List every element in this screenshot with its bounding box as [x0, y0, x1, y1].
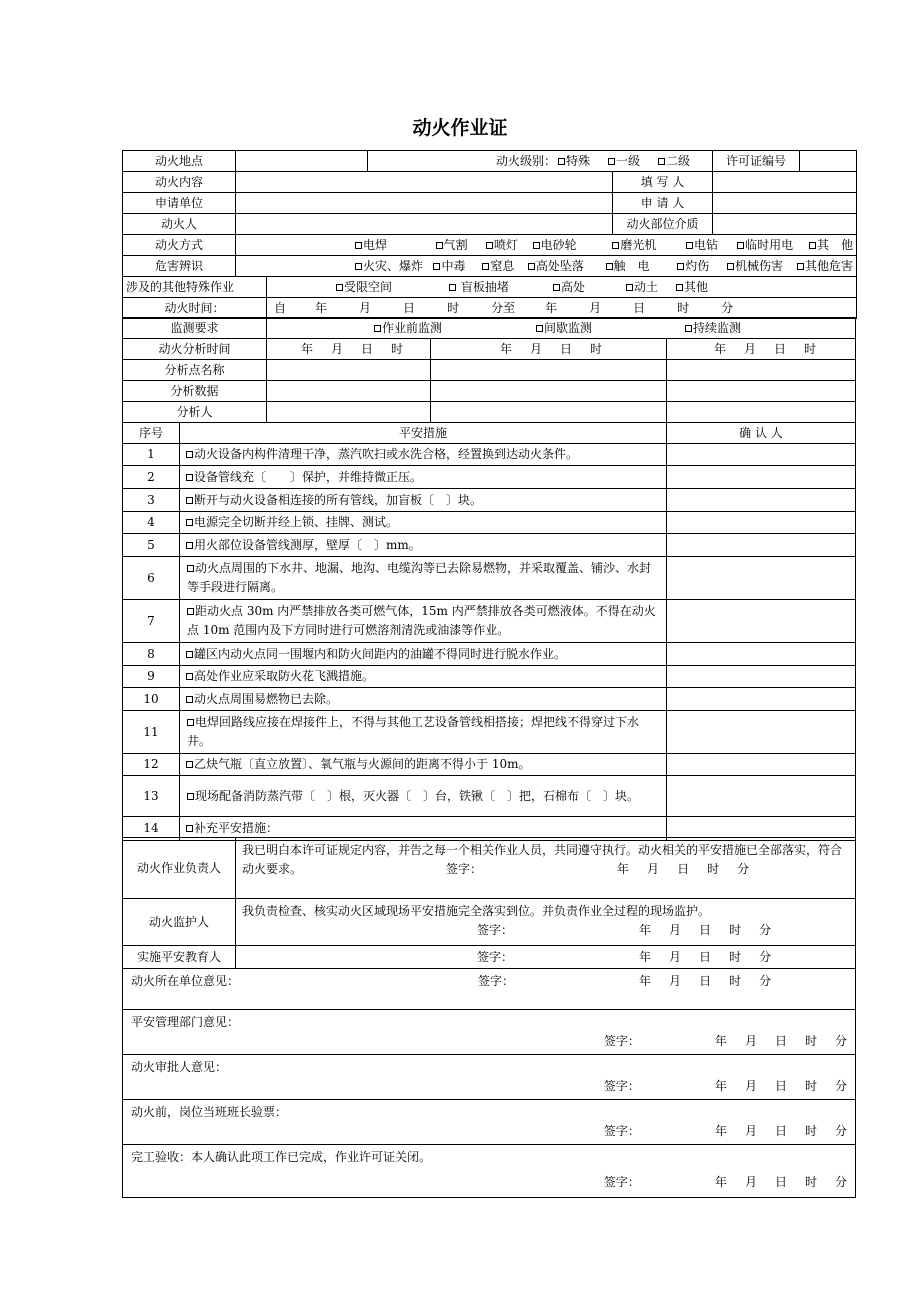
permit-no-label: 许可证编号 — [713, 151, 800, 171]
checkbox-icon — [186, 825, 193, 832]
checkbox-icon — [797, 263, 804, 270]
analyst-field[interactable] — [431, 402, 667, 423]
checkbox-icon — [355, 242, 362, 249]
confirm-field[interactable] — [667, 643, 856, 666]
table-row — [123, 557, 856, 600]
special-label: 涉及的其他特殊作业 — [123, 277, 267, 298]
table-row — [123, 643, 856, 666]
analyst-field[interactable] — [267, 402, 431, 423]
level-option[interactable]: 一级 — [608, 154, 658, 169]
filler-label: 填 写 人 — [613, 172, 713, 193]
educator-cell[interactable]: 签字： 年 月 日 时 分 — [236, 946, 856, 969]
permit-no-cell[interactable] — [713, 151, 857, 172]
checkbox-icon — [612, 242, 619, 249]
medium-field[interactable] — [713, 214, 857, 235]
method-option[interactable]: 临时用电 — [737, 238, 809, 253]
checkbox-icon — [686, 242, 693, 249]
measure-cell[interactable]: 动火点周围的下水井、地漏、地沟、电缆沟等已去除易燃物，并采取覆盖、铺沙、水封等手段进行隔离。 — [180, 557, 667, 600]
data-field[interactable] — [267, 381, 431, 402]
hazard-option[interactable]: 中毒 — [433, 259, 482, 274]
data-field[interactable] — [431, 381, 667, 402]
point-field[interactable] — [267, 360, 431, 381]
completion-label: 完工验收：本人确认此项工作已完成，作业许可证关闭。 — [131, 1150, 432, 1164]
operator-label: 动火人 — [123, 214, 236, 235]
table-row — [123, 666, 856, 688]
checkbox-icon — [606, 263, 613, 270]
checkbox-icon — [374, 325, 381, 332]
sign-label: 签字： — [446, 862, 483, 876]
confirm-field[interactable] — [667, 489, 856, 512]
sign-label: 签字： — [603, 1175, 640, 1189]
method-option[interactable]: 电钻 — [686, 238, 737, 253]
analysis-section — [122, 317, 855, 423]
measure-no: 5 — [123, 534, 180, 557]
col-confirm-header: 确 认 人 — [667, 423, 856, 444]
sign-label: 签字： — [478, 974, 515, 988]
time-label: 动火时间： — [123, 298, 267, 319]
applicant-unit-label: 申请单位 — [123, 193, 236, 214]
monitor-option[interactable]: 作业前监测 — [374, 321, 536, 336]
level-label: 动火级别： — [496, 153, 557, 168]
measure-cell[interactable]: 用火部位设备管线测厚，壁厚〔 〕mm。 — [180, 534, 667, 557]
method-options — [236, 235, 857, 256]
monitor-option[interactable]: 间歇监测 — [536, 321, 685, 336]
table-row — [123, 711, 856, 754]
method-option[interactable]: 电砂轮 — [533, 238, 613, 253]
shift-check-label: 动火前，岗位当班班长验票： — [131, 1105, 288, 1119]
checkbox-icon — [186, 673, 193, 680]
confirm-field[interactable] — [667, 600, 856, 643]
checkbox-icon — [528, 263, 535, 270]
measure-no: 2 — [123, 466, 180, 489]
analysis-time-3[interactable]: 年 月 日 时 — [667, 339, 856, 360]
operator-field[interactable] — [236, 214, 613, 235]
measure-cell[interactable]: 高处作业应采取防火花飞溅措施。 — [180, 666, 667, 688]
hazard-option[interactable]: 触 电 — [606, 259, 678, 274]
sign-label: 签字： — [603, 1034, 640, 1048]
checkbox-icon — [433, 263, 440, 270]
col-measure-header: 平安措施 — [180, 423, 667, 444]
method-option[interactable]: 气割 — [436, 238, 486, 253]
checkbox-icon — [187, 719, 194, 726]
measure-no: 7 — [123, 600, 180, 643]
hazard-label: 危害辨识 — [123, 256, 236, 277]
table-row — [123, 489, 856, 512]
confirm-field[interactable] — [667, 754, 856, 776]
hazard-option[interactable]: 高处坠落 — [528, 259, 606, 274]
confirm-field[interactable] — [667, 512, 856, 534]
checkbox-icon — [486, 242, 493, 249]
checkbox-icon — [685, 325, 692, 332]
measure-cell[interactable]: 乙炔气瓶〔直立放置〕、氧气瓶与火源间的距离不得小于 10m。 — [180, 754, 667, 776]
measure-no: 8 — [123, 643, 180, 666]
checkbox-icon — [187, 565, 194, 572]
permit-no-field[interactable] — [800, 151, 856, 171]
approver-opinion-label: 动火审批人意见： — [131, 1060, 228, 1074]
leader-label: 动火作业负责人 — [123, 838, 236, 899]
method-option[interactable]: 喷灯 — [486, 238, 533, 253]
measure-cell[interactable]: 现场配备消防蒸汽带〔 〕根，灭火器〔 〕台，铁锹〔 〕把，石棉布〔 〕块。 — [180, 776, 667, 817]
checkbox-icon — [536, 325, 543, 332]
guardian-label: 动火监护人 — [123, 899, 236, 946]
analyst-field[interactable] — [667, 402, 856, 423]
hazard-option[interactable]: 其他危害 — [797, 259, 853, 274]
medium-label: 动火部位介质 — [613, 214, 713, 235]
guardian-cell[interactable]: 我负责检查、核实动火区域现场平安措施完全落实到位。并负责作业全过程的现场监护。 签字： 年 月 日 时 分 — [236, 899, 856, 946]
measure-cell[interactable]: 电焊回路线应接在焊接件上，不得与其他工艺设备管线相搭接；焊把线不得穿过下水井。 — [180, 711, 667, 754]
location-field[interactable] — [236, 151, 368, 172]
checkbox-icon — [186, 761, 193, 768]
checkbox-icon — [658, 158, 665, 165]
unit-opinion-label: 动火所在单位意见： — [131, 974, 240, 988]
signoff-section — [122, 837, 855, 1198]
confirm-field[interactable] — [667, 666, 856, 688]
checkbox-icon — [186, 696, 193, 703]
method-option[interactable]: 其 他 — [809, 238, 853, 253]
point-label: 分析点名称 — [123, 360, 267, 381]
confirm-field[interactable] — [667, 776, 856, 817]
measure-cell[interactable]: 动火设备内构件清理干净，蒸汽吹扫或水洗合格，经置换到达动火条件。 — [180, 444, 667, 466]
analyst-label: 分析人 — [123, 402, 267, 423]
leader-statement: 我已明白本许可证规定内容，并告之每一个相关作业人员，共同遵守执行。动火相关的平安措施已全部落实，符合动火要求。 — [242, 843, 843, 876]
special-option[interactable]: 动土 — [626, 280, 676, 295]
checkbox-icon — [449, 284, 456, 291]
measure-no: 4 — [123, 512, 180, 534]
measure-cell[interactable]: 补充平安措施： — [180, 817, 667, 841]
permit-header-table — [122, 150, 857, 319]
special-options — [267, 277, 857, 298]
table-row — [123, 688, 856, 711]
analysis-table — [122, 317, 856, 423]
measure-cell[interactable]: 断开与动火设备相连接的所有管线，加盲板〔 〕块。 — [180, 489, 667, 512]
checkbox-icon — [186, 497, 193, 504]
table-row — [123, 776, 856, 817]
col-no-header: 序号 — [123, 423, 180, 444]
sign-label: 签字： — [603, 1124, 640, 1138]
checkbox-icon — [336, 284, 343, 291]
measure-cell[interactable]: 设备管线充〔 〕保护，并维持微正压。 — [180, 466, 667, 489]
form-title: 动火作业证 — [412, 117, 508, 139]
checkbox-icon — [553, 284, 560, 291]
table-row — [123, 754, 856, 776]
special-option[interactable]: 其他 — [676, 280, 708, 295]
measure-cell[interactable]: 动火点周围易燃物已去除。 — [180, 688, 667, 711]
analysis-time-label: 动火分析时间 — [123, 339, 267, 360]
checkbox-icon — [809, 242, 816, 249]
checkbox-icon — [482, 263, 489, 270]
confirm-field[interactable] — [667, 711, 856, 754]
measures-table — [122, 422, 856, 841]
checkbox-icon — [737, 242, 744, 249]
measure-cell[interactable]: 距动火点 30m 内严禁排放各类可燃气体，15m 内严禁排放各类可燃液体。不得在动火点 10m 范围内及下方同时进行可燃溶剂清洗或油漆等作业。 — [180, 600, 667, 643]
monitor-option[interactable]: 持续监测 — [685, 321, 741, 336]
signoff-table — [122, 837, 856, 1198]
confirm-field[interactable] — [667, 557, 856, 600]
approver-opinion-cell[interactable]: 动火审批人意见： 签字： 年 月 日 时 分 — [123, 1055, 856, 1100]
method-option[interactable]: 电焊 — [355, 238, 436, 253]
guardian-statement: 我负责检查、核实动火区域现场平安措施完全落实到位。并负责作业全过程的现场监护。 — [242, 904, 711, 918]
checkbox-icon — [727, 263, 734, 270]
checkbox-icon — [186, 542, 193, 549]
content-label: 动火内容 — [123, 172, 236, 193]
time-field[interactable]: 自 年 月 日 时 分至 年 月 日 时 分 — [267, 298, 857, 319]
level-option[interactable]: 特殊 — [558, 154, 608, 169]
table-row — [123, 466, 856, 489]
hazard-option[interactable]: 灼伤 — [677, 259, 727, 274]
table-row — [123, 534, 856, 557]
analysis-time-2[interactable]: 年 月 日 时 — [431, 339, 667, 360]
checkbox-icon — [187, 793, 194, 800]
special-option[interactable]: 盲板抽堵 — [449, 280, 553, 295]
checkbox-icon — [186, 474, 193, 481]
content-field[interactable] — [236, 172, 613, 193]
location-label: 动火地点 — [123, 151, 236, 172]
checkbox-icon — [608, 158, 615, 165]
measure-no: 3 — [123, 489, 180, 512]
table-row — [123, 512, 856, 534]
applicant-label: 申 请 人 — [613, 193, 713, 214]
table-row — [123, 600, 856, 643]
confirm-field[interactable] — [667, 444, 856, 466]
measure-no: 10 — [123, 688, 180, 711]
checkbox-icon — [558, 158, 565, 165]
safety-opinion-cell[interactable]: 平安管理部门意见： 签字： 年 月 日 时 分 — [123, 1010, 856, 1055]
measure-cell[interactable]: 罐区内动火点同一围堰内和防火间距内的油罐不得同时进行脱水作业。 — [180, 643, 667, 666]
unit-opinion-cell[interactable]: 动火所在单位意见： 签字： 年 月 日 时 分 — [123, 969, 856, 1010]
measure-no: 12 — [123, 754, 180, 776]
measure-cell[interactable]: 电源完全切断并经上锁、挂牌、测试。 — [180, 512, 667, 534]
checkbox-icon — [187, 608, 194, 615]
method-label: 动火方式 — [123, 235, 236, 256]
sign-label: 签字： — [477, 949, 514, 964]
level-cell — [368, 151, 713, 172]
special-option[interactable]: 高处 — [553, 280, 626, 295]
leader-cell[interactable]: 我已明白本许可证规定内容，并告之每一个相关作业人员，共同遵守执行。动火相关的平安措施已全部落实，符合动火要求。 签字： 年 月 日 时 分 — [236, 838, 856, 899]
sign-label: 签字： — [603, 1079, 640, 1093]
checkbox-icon — [186, 651, 193, 658]
applicant-unit-field[interactable] — [236, 193, 613, 214]
measure-no: 9 — [123, 666, 180, 688]
confirm-field[interactable] — [667, 534, 856, 557]
checkbox-icon — [436, 242, 443, 249]
confirm-field[interactable] — [667, 466, 856, 489]
confirm-field[interactable] — [667, 688, 856, 711]
checkbox-icon — [677, 263, 684, 270]
measure-no: 6 — [123, 557, 180, 600]
monitor-options — [267, 318, 856, 339]
point-field[interactable] — [667, 360, 856, 381]
safety-opinion-label: 平安管理部门意见： — [131, 1015, 240, 1029]
point-field[interactable] — [431, 360, 667, 381]
measure-no: 11 — [123, 711, 180, 754]
shift-check-cell[interactable]: 动火前，岗位当班班长验票： 签字： 年 月 日 时 分 — [123, 1100, 856, 1145]
checkbox-icon — [355, 263, 362, 270]
filler-field[interactable] — [713, 172, 857, 193]
hazard-option[interactable]: 机械伤害 — [727, 259, 797, 274]
data-label: 分析数据 — [123, 381, 267, 402]
permit-header-section — [122, 150, 855, 319]
checkbox-icon — [676, 284, 683, 291]
table-row — [123, 444, 856, 466]
method-option[interactable]: 磨光机 — [612, 238, 686, 253]
completion-cell[interactable]: 完工验收：本人确认此项工作已完成，作业许可证关闭。 签字： 年 月 日 时 分 — [123, 1145, 856, 1198]
hazard-option[interactable]: 窒息 — [482, 259, 528, 274]
checkbox-icon — [626, 284, 633, 291]
measure-no: 14 — [123, 817, 180, 841]
sign-label: 签字： — [477, 923, 514, 937]
measure-no: 13 — [123, 776, 180, 817]
checkbox-icon — [533, 242, 540, 249]
hazard-options — [236, 256, 857, 277]
special-option[interactable]: 受限空间 — [336, 280, 449, 295]
hazard-option[interactable]: 火灾、爆炸 — [355, 259, 433, 274]
data-field[interactable] — [667, 381, 856, 402]
checkbox-icon — [186, 519, 193, 526]
checkbox-icon — [186, 451, 193, 458]
measures-section — [122, 422, 855, 841]
level-option[interactable]: 二级 — [658, 154, 690, 169]
educator-label: 实施平安教育人 — [123, 946, 236, 969]
monitor-label: 监测要求 — [123, 318, 267, 339]
applicant-field[interactable] — [713, 193, 857, 214]
measure-no: 1 — [123, 444, 180, 466]
analysis-time-1[interactable]: 年 月 日 时 — [267, 339, 431, 360]
